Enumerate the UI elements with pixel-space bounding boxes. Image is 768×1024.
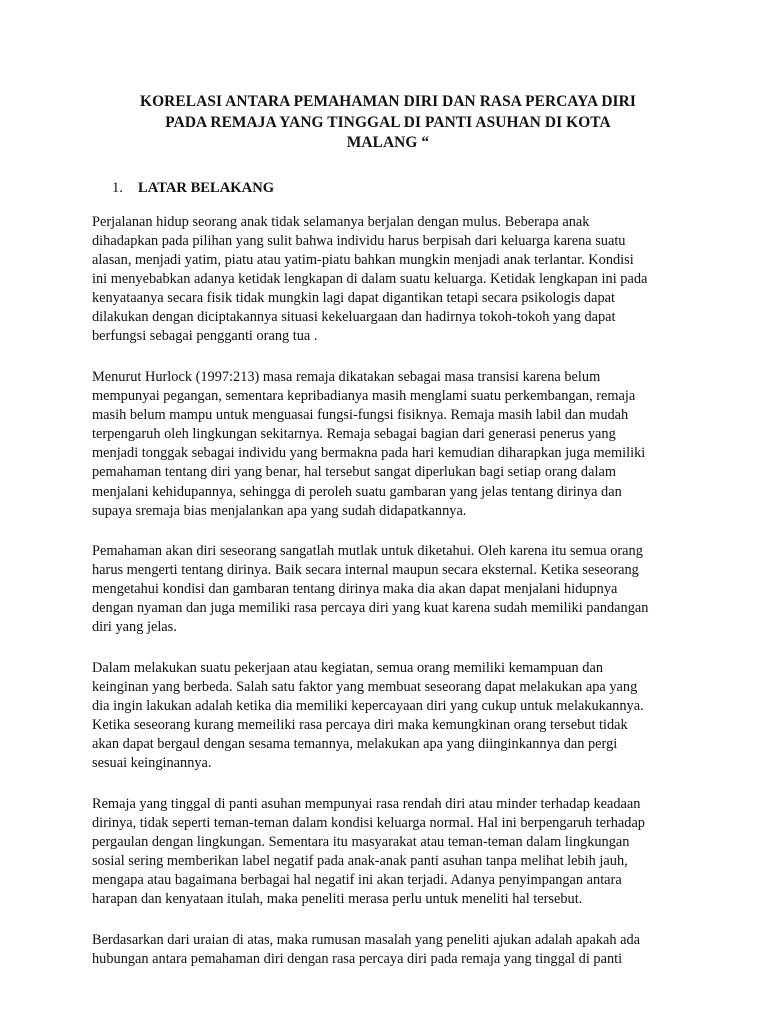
text-line: mengetahui kondisi dan gambaran tentang dirinya maka dia akan dapat menjalani hidupnya <box>92 581 618 598</box>
paragraph-5 <box>92 795 684 910</box>
text-line: keinginan yang berbeda. Salah satu faktor yang membuat seseorang dapat melakukan apa yang <box>92 678 638 695</box>
text-line: dengan nyaman dan juga memiliki rasa percaya diri yang kuat karena sudah memiliki pandangan <box>92 600 649 617</box>
text-line: dihadapkan pada pilihan yang sulit bahwa individu harus berpisah dari keluarga karena suatu <box>92 232 626 249</box>
text-line: sesuai keinginannya. <box>92 755 212 772</box>
text-line: dirinya, tidak seperti teman-teman dalam kondisi keluarga normal. Hal ini berpengaruh terhadap <box>92 814 645 831</box>
text-line: Perjalanan hidup seorang anak tidak selamanya berjalan dengan mulus. Beberapa anak <box>92 213 590 230</box>
text-line: Dalam melakukan suatu pekerjaan atau kegiatan, semua orang memiliki kemampuan dan <box>92 659 604 676</box>
text-line: kenyataanya secara fisik tidak mungkin lagi dapat digantikan tetapi secara psikologis dapat <box>92 290 615 307</box>
text-line: Berdasarkan dari uraian di atas, maka rumusan masalah yang peneliti ajukan adalah apakah ada <box>92 931 641 948</box>
body-text <box>92 213 684 969</box>
text-line: diri yang jelas. <box>92 619 177 636</box>
section-number: 1. <box>112 179 123 196</box>
text-line: menjalani kehidupannya, sehingga di peroleh suatu gambaran yang jelas tentang dirinya dan <box>92 483 622 500</box>
text-line: berfungsi sebagai pengganti orang tua . <box>92 328 318 345</box>
text-line: Pemahaman akan diri seseorang sangatlah mutlak untuk diketahui. Oleh karena itu semua orang <box>92 542 643 559</box>
section-heading <box>92 179 684 197</box>
text-line: pergaulan dengan lingkungan. Sementara itu masyarakat atau teman-teman dalam lingkungan <box>92 833 630 850</box>
text-line: ini menyebabkan adanya ketidak lengkapan di dalam suatu keluarga. Ketidak lengkapan ini pada <box>92 270 648 287</box>
text-line: akan dapat bergaul dengan sesama temannya, melakukan apa yang diinginkannya dan pergi <box>92 736 618 753</box>
text-line: Ketika seseorang kurang memeiliki rasa percaya diri maka kemungkinan orang tersebut tidak <box>92 717 628 734</box>
document-title <box>92 92 684 154</box>
text-line: dia ingin lakukan adalah ketika dia memiliki kepercayaan diri yang cukup untuk melakukannya. <box>92 697 644 714</box>
paragraph-6 <box>92 931 684 969</box>
text-line: dilakukan dengan diciptakannya situasi kekeluargaan dan hadirnya tokoh-tokoh yang dapat <box>92 309 616 326</box>
text-line: terpengaruh oleh lingkungan sekitarnya. Remaja sebagai bagian dari generasi penerus yang <box>92 426 616 443</box>
text-line: harus mengerti tentang dirinya. Baik secara internal maupun secara eksternal. Ketika seseorang <box>92 562 639 578</box>
text-line: mempunyai pegangan, sementara kepribadianya masih menglami suatu perkembangan, remaja <box>92 387 636 404</box>
text-line: hubungan antara pemahaman diri dengan rasa percaya diri pada remaja yang tinggal di panti <box>92 950 623 967</box>
text-line: supaya sremaja bias menjalankan apa yang sudah didapatkannya. <box>92 502 467 519</box>
paragraph-4 <box>92 659 684 774</box>
title-line: PADA REMAJA YANG TINGGAL DI PANTI ASUHAN DI KOTA <box>165 113 611 131</box>
title-line: KORELASI ANTARA PEMAHAMAN DIRI DAN RASA PERCAYA DIRI <box>140 93 636 110</box>
title-line: MALANG “ <box>346 134 430 151</box>
paragraph-1 <box>92 213 684 347</box>
text-line: alasan, menjadi yatim, piatu atau yatim-piatu bahkan mungkin menjadi anak terlantar. Kondisi <box>92 251 634 268</box>
text-line: pemahaman tentang diri yang benar, hal tersebut sangat diperlukan bagi setiap orang dalam <box>92 464 616 481</box>
paragraph-3 <box>92 542 684 638</box>
paragraph-2 <box>92 368 684 521</box>
text-line: mengapa atau bagaimana berbagai hal negatif ini akan terjadi. Adanya penyimpangan antara <box>92 872 622 889</box>
section-heading-label: LATAR BELAKANG <box>138 179 275 196</box>
text-line: sosial sering memberikan label negatif pada anak-anak panti asuhan tanpa melihat lebih jauh, <box>92 853 628 870</box>
text-line: Menurut Hurlock (1997:213) masa remaja dikatakan sebagai masa transisi karena belum <box>92 368 601 385</box>
text-line: masih belum mampu untuk menguasai fungsi-fungsi fisiknya. Remaja masih labil dan mudah <box>92 406 629 423</box>
text-line: harapan dan kenyataan itulah, maka peneliti merasa perlu untuk meneliti hal tersebut. <box>92 891 583 908</box>
text-line: menjadi tonggak sebagai individu yang bermakna pada hari kemudian diharapkan juga memiliki <box>92 445 646 462</box>
text-line: Remaja yang tinggal di panti asuhan mempunyai rasa rendah diri atau minder terhadap keadaan <box>92 795 641 812</box>
document-page <box>92 92 684 990</box>
